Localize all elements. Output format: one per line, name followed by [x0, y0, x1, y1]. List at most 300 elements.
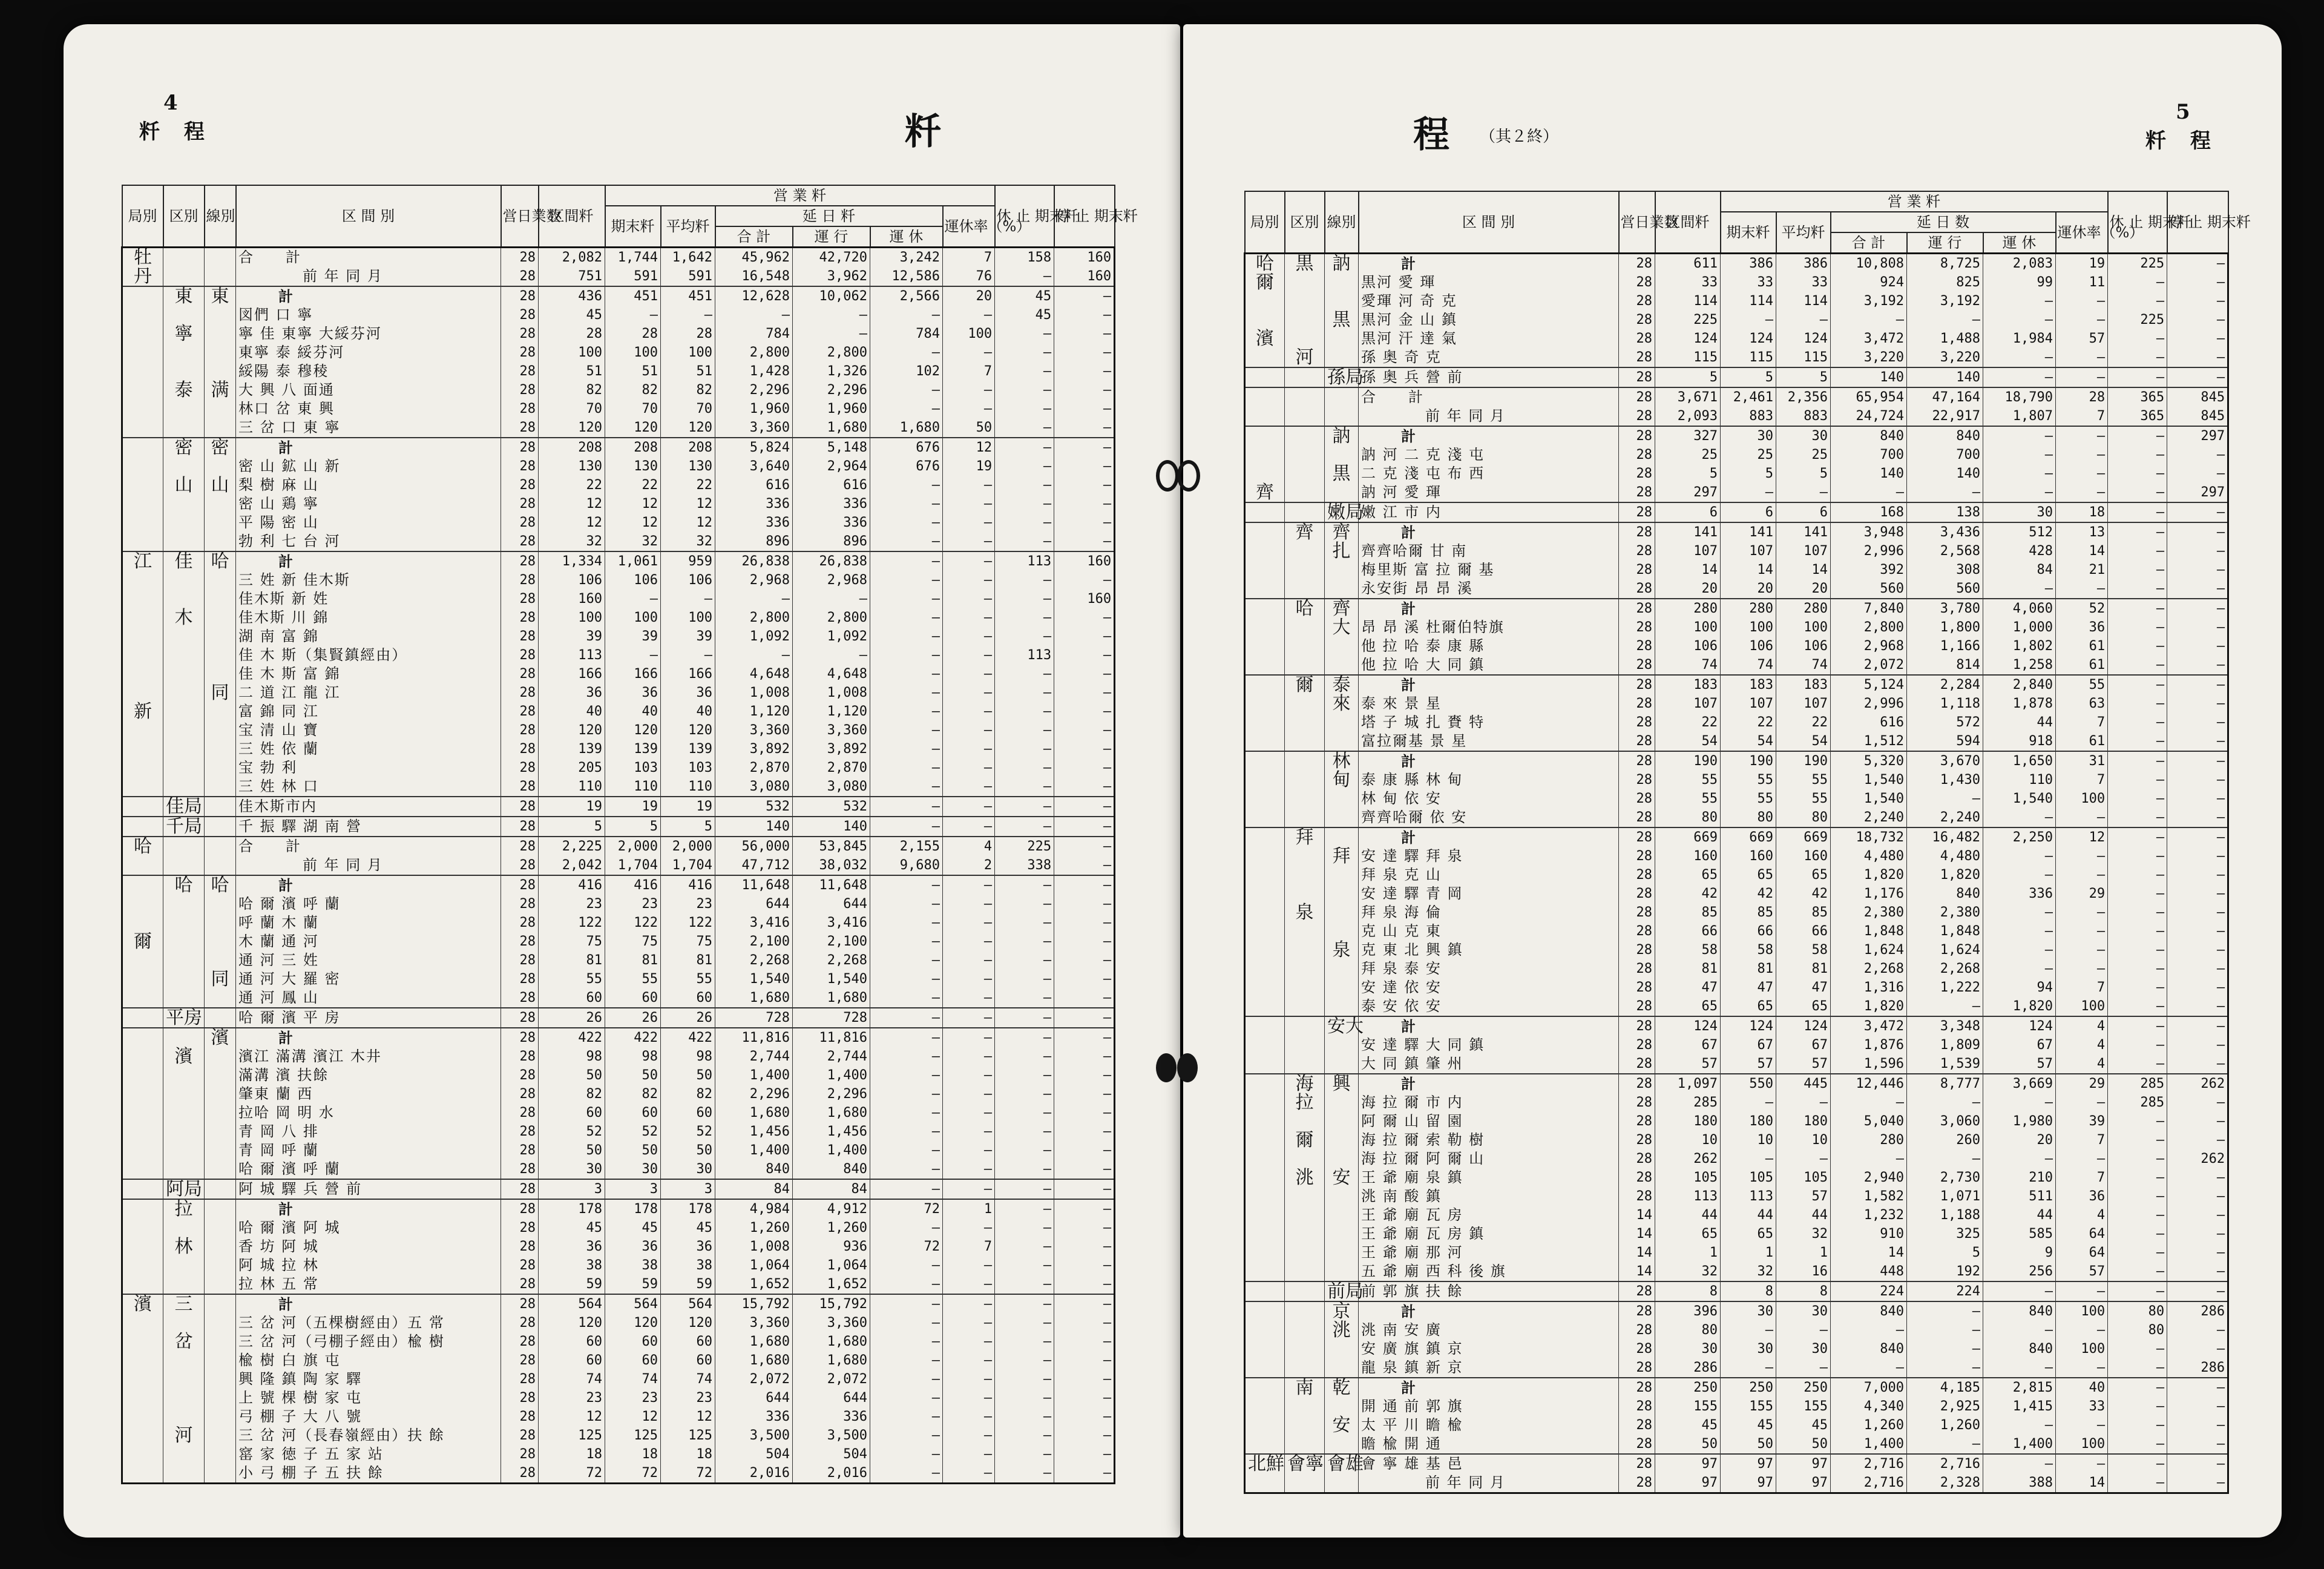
run-cell: 336 [793, 1407, 870, 1426]
days-cell: 28 [1619, 426, 1655, 446]
route-km-cell: 285 [1655, 1093, 1721, 1112]
stop-km-cell: — [1054, 856, 1115, 875]
stop-km-cell: — [1054, 817, 1115, 837]
rate-cell: 100 [943, 324, 995, 343]
total-cell: 14 [1831, 1243, 1907, 1262]
stop-km-cell: 286 [2167, 1301, 2228, 1321]
total-cell: — [1831, 483, 1907, 502]
table-row [1245, 1281, 2228, 1301]
idle-cell: — [870, 1332, 943, 1351]
line-cell [205, 306, 236, 324]
route-km-cell: 125 [539, 1426, 605, 1445]
idle-cell: 2,840 [1983, 675, 2056, 694]
idle-cell: — [1983, 1416, 2056, 1435]
idle-cell: 1,807 [1983, 407, 2056, 426]
route-km-cell: 32 [539, 532, 605, 551]
line-cell [205, 1407, 236, 1426]
total-cell: — [715, 306, 793, 324]
line-cell [205, 740, 236, 758]
interval-cell: 計 [236, 1294, 501, 1314]
table-row [1245, 884, 2228, 903]
total-cell: 3,360 [715, 721, 793, 740]
rest-km-cell: — [2108, 1206, 2167, 1225]
section-cell [163, 856, 205, 875]
rest-km-cell: — [995, 343, 1054, 362]
avg-km-cell: 50 [661, 1066, 715, 1085]
idle-cell: 2,250 [1983, 827, 2056, 847]
route-km-cell: 208 [539, 438, 605, 457]
route-km-cell: 26 [539, 1008, 605, 1028]
bureau-cell [122, 418, 163, 438]
total-cell: — [715, 590, 793, 608]
rate-cell: — [943, 1008, 995, 1028]
idle-cell: — [870, 1141, 943, 1160]
route-km-cell: 33 [1655, 273, 1721, 292]
bureau-cell [1245, 599, 1285, 618]
end-km-cell: 183 [1721, 675, 1776, 694]
rate-cell: 29 [2056, 884, 2108, 903]
route-km-cell: 422 [539, 1028, 605, 1047]
total-cell: 840 [1831, 1301, 1907, 1321]
idle-cell: — [870, 1256, 943, 1275]
interval-cell: 黒河 金 山 鎮 [1359, 311, 1619, 329]
end-km-cell: 1,061 [605, 551, 661, 571]
interval-cell: 上 號 棵 樹 家 屯 [236, 1389, 501, 1407]
line-cell [1325, 407, 1359, 426]
interval-cell: 計 [1359, 1074, 1619, 1093]
rate-cell: — [943, 1351, 995, 1370]
run-cell: 1,652 [793, 1275, 870, 1294]
rest-km-cell: — [2108, 941, 2167, 959]
avg-km-cell: 81 [661, 951, 715, 970]
idle-cell: 511 [1983, 1187, 2056, 1206]
route-km-cell: 74 [539, 1370, 605, 1389]
col-bureau: 局別 [122, 185, 163, 248]
avg-km-cell: 178 [661, 1199, 715, 1219]
days-cell: 28 [1619, 599, 1655, 618]
total-cell: 1,176 [1831, 884, 1907, 903]
col-idle-rate: 運休率（%） [2056, 212, 2108, 254]
days-cell: 28 [501, 702, 539, 721]
bureau-cell [1245, 367, 1285, 387]
stop-km-cell: — [1054, 970, 1115, 988]
stop-km-cell: — [2167, 675, 2228, 694]
line-cell [1325, 1397, 1359, 1416]
interval-cell: 計 [1359, 675, 1619, 694]
bureau-cell: 江 [122, 551, 163, 571]
rate-cell: 76 [943, 267, 995, 286]
interval-cell: 計 [1359, 1301, 1619, 1321]
section-cell [163, 777, 205, 797]
end-km-cell: 120 [605, 418, 661, 438]
run-cell: 3,500 [793, 1426, 870, 1445]
stop-km-cell: — [1054, 646, 1115, 665]
line-cell [205, 418, 236, 438]
run-cell: 3,360 [793, 721, 870, 740]
table-row [1245, 273, 2228, 292]
run-cell: — [1907, 789, 1983, 808]
bureau-cell: 哈 [122, 837, 163, 856]
route-km-cell: 2,042 [539, 856, 605, 875]
run-cell: 616 [793, 476, 870, 495]
table-row [122, 970, 1115, 988]
end-km-cell: 20 [1721, 579, 1776, 599]
line-cell [205, 702, 236, 721]
run-cell: 1,540 [793, 970, 870, 988]
table-row [122, 400, 1115, 418]
days-cell: 28 [501, 608, 539, 627]
bureau-cell [122, 1122, 163, 1141]
section-cell [1285, 292, 1325, 311]
idle-cell: — [1983, 866, 2056, 884]
table-row [1245, 1054, 2228, 1074]
stop-km-cell: — [1054, 1407, 1115, 1426]
stop-km-cell: — [1054, 988, 1115, 1008]
total-cell: 2,716 [1831, 1473, 1907, 1493]
stop-km-cell: — [1054, 1426, 1115, 1445]
idle-cell: — [870, 875, 943, 895]
end-km-cell: 45 [605, 1219, 661, 1237]
bureau-cell: 新 [122, 702, 163, 721]
avg-km-cell: 12 [661, 1407, 715, 1426]
col-end-km: 期末粁 [605, 206, 661, 248]
bureau-cell [1245, 464, 1285, 483]
avg-km-cell: 67 [1776, 1036, 1831, 1054]
rate-cell: 4 [2056, 1036, 2108, 1054]
interval-cell: 拉 林 五 常 [236, 1275, 501, 1294]
bureau-cell [1245, 675, 1285, 694]
rest-km-cell: — [2108, 866, 2167, 884]
idle-cell: — [1983, 426, 2056, 446]
table-row [1245, 254, 2228, 274]
days-cell: 28 [1619, 656, 1655, 675]
stop-km-cell: — [1054, 476, 1115, 495]
days-cell: 28 [501, 1389, 539, 1407]
avg-km-cell: 45 [661, 1219, 715, 1237]
route-km-cell: 139 [539, 740, 605, 758]
avg-km-cell: 97 [1776, 1473, 1831, 1493]
route-km-cell: 436 [539, 286, 605, 306]
line-cell [205, 1199, 236, 1219]
section-cell [1285, 1397, 1325, 1416]
line-cell [1325, 1187, 1359, 1206]
total-cell: 784 [715, 324, 793, 343]
rest-km-cell: — [2108, 1454, 2167, 1473]
idle-cell: 784 [870, 324, 943, 343]
total-cell: 1,848 [1831, 922, 1907, 941]
interval-cell: 三 岔 河（弓棚子經由）楡 樹 [236, 1332, 501, 1351]
avg-km-cell: 1 [1776, 1243, 1831, 1262]
rate-cell: 63 [2056, 694, 2108, 713]
end-km-cell: 22 [605, 476, 661, 495]
stop-km-cell: 297 [2167, 426, 2228, 446]
bureau-cell [122, 1389, 163, 1407]
idle-cell: 1,802 [1983, 637, 2056, 656]
total-cell: 2,968 [1831, 637, 1907, 656]
route-km-cell: 120 [539, 418, 605, 438]
route-km-cell: 66 [1655, 922, 1721, 941]
bureau-cell: 哈 [1245, 254, 1285, 274]
table-row [122, 513, 1115, 532]
end-km-cell: 120 [605, 721, 661, 740]
total-cell: 140 [1831, 464, 1907, 483]
rest-km-cell: — [995, 267, 1054, 286]
run-cell: 1,118 [1907, 694, 1983, 713]
table-row [1245, 446, 2228, 464]
rest-km-cell: — [995, 476, 1054, 495]
rest-km-cell: 225 [2108, 254, 2167, 274]
days-cell: 28 [1619, 1168, 1655, 1187]
rest-km-cell: — [2108, 656, 2167, 675]
rate-cell: — [943, 721, 995, 740]
avg-km-cell: 36 [661, 683, 715, 702]
end-km-cell: 113 [1721, 1187, 1776, 1206]
table-row [1245, 292, 2228, 311]
interval-cell: 瞻 楡 開 通 [1359, 1435, 1619, 1454]
idle-cell: 30 [1983, 502, 2056, 522]
rate-cell: 52 [2056, 599, 2108, 618]
days-cell: 28 [1619, 827, 1655, 847]
rest-km-cell: — [995, 400, 1054, 418]
days-cell: 28 [501, 875, 539, 895]
rest-km-cell: — [2108, 997, 2167, 1016]
end-km-cell: — [1721, 311, 1776, 329]
bureau-cell: 齊 [1245, 483, 1285, 502]
interval-cell: 二 道 江 龍 江 [236, 683, 501, 702]
end-km-cell: 30 [1721, 1340, 1776, 1358]
col-operating-km: 営 業 粁 [1721, 191, 2108, 212]
rest-km-cell: — [995, 571, 1054, 590]
rest-km-cell: 80 [2108, 1321, 2167, 1340]
idle-cell: 3,242 [870, 248, 943, 268]
days-cell: 28 [1619, 1093, 1655, 1112]
route-km-cell: 50 [539, 1141, 605, 1160]
run-cell: 2,100 [793, 932, 870, 951]
interval-cell: 計 [236, 286, 501, 306]
days-cell: 28 [501, 1008, 539, 1028]
rest-km-cell: — [995, 608, 1054, 627]
bureau-cell [122, 913, 163, 932]
table-row [1245, 1416, 2228, 1435]
route-km-cell: 32 [1655, 1262, 1721, 1281]
idle-cell: 2,155 [870, 837, 943, 856]
rate-cell: — [2056, 464, 2108, 483]
rest-km-cell: 225 [995, 837, 1054, 856]
total-cell: 16,548 [715, 267, 793, 286]
rate-cell: 64 [2056, 1243, 2108, 1262]
end-km-cell: 3 [605, 1179, 661, 1199]
interval-cell: 永安街 昂 昂 溪 [1359, 579, 1619, 599]
days-cell: 28 [501, 513, 539, 532]
table-row [1245, 348, 2228, 367]
table-row [122, 758, 1115, 777]
rest-km-cell: — [995, 1389, 1054, 1407]
route-km-cell: 6 [1655, 502, 1721, 522]
days-cell: 28 [1619, 561, 1655, 579]
stop-km-cell: — [2167, 884, 2228, 903]
rest-km-cell: — [2108, 903, 2167, 922]
route-km-cell: 22 [1655, 713, 1721, 732]
run-cell: 1,222 [1907, 978, 1983, 997]
rest-km-cell: — [995, 532, 1054, 551]
end-km-cell: 107 [1721, 694, 1776, 713]
route-km-cell: 44 [1655, 1206, 1721, 1225]
rest-km-cell: — [2108, 922, 2167, 941]
bureau-cell [1245, 1206, 1285, 1225]
stop-km-cell: — [1054, 571, 1115, 590]
bureau-cell [122, 324, 163, 343]
run-cell: 1,008 [793, 683, 870, 702]
line-cell [1325, 959, 1359, 978]
rest-km-cell: — [995, 1104, 1054, 1122]
run-cell: 1,680 [793, 1104, 870, 1122]
interval-cell: 富 錦 同 江 [236, 702, 501, 721]
table-row [122, 1351, 1115, 1370]
route-km-cell: 225 [1655, 311, 1721, 329]
avg-km-cell: 33 [1776, 273, 1831, 292]
days-cell: 28 [501, 1237, 539, 1256]
section-cell [163, 1085, 205, 1104]
end-km-cell: 25 [1721, 446, 1776, 464]
line-cell [1325, 1054, 1359, 1074]
section-cell [1285, 1262, 1325, 1281]
rate-cell: 100 [2056, 997, 2108, 1016]
days-cell: 28 [501, 627, 539, 646]
route-km-cell: 60 [539, 1332, 605, 1351]
run-cell: 936 [793, 1237, 870, 1256]
stop-km-cell: — [1054, 1160, 1115, 1179]
left-table-header [122, 185, 1138, 248]
table-row [122, 495, 1115, 513]
end-km-cell: — [1721, 1150, 1776, 1168]
end-km-cell: 60 [605, 1104, 661, 1122]
interval-cell: 安 達 依 安 [1359, 978, 1619, 997]
end-km-cell: 57 [1721, 1054, 1776, 1074]
section-cell [1285, 464, 1325, 483]
avg-km-cell: 30 [661, 1160, 715, 1179]
line-cell: 满 [205, 381, 236, 400]
rest-km-cell: — [2108, 561, 2167, 579]
total-cell: 47,712 [715, 856, 793, 875]
end-km-cell: — [1721, 483, 1776, 502]
section-cell [1285, 1416, 1325, 1435]
idle-cell: — [1983, 1321, 2056, 1340]
interval-cell: 図們 口 寧 [236, 306, 501, 324]
total-cell: 644 [715, 895, 793, 913]
run-cell: 1,488 [1907, 329, 1983, 348]
rate-cell: 64 [2056, 1225, 2108, 1243]
avg-km-cell: 12 [661, 513, 715, 532]
total-cell: 2,296 [715, 381, 793, 400]
stop-km-cell: — [2167, 522, 2228, 542]
run-cell: 138 [1907, 502, 1983, 522]
rate-cell: — [2056, 367, 2108, 387]
table-row [1245, 1168, 2228, 1187]
run-cell: 1,260 [1907, 1416, 1983, 1435]
total-cell: 336 [715, 495, 793, 513]
table-row [122, 1314, 1115, 1332]
stop-km-cell: — [2167, 542, 2228, 561]
rate-cell: 7 [2056, 713, 2108, 732]
section-cell [163, 1256, 205, 1275]
days-cell: 28 [501, 683, 539, 702]
section-cell [1285, 847, 1325, 866]
run-cell: 2,016 [793, 1464, 870, 1484]
rest-km-cell: — [2108, 1168, 2167, 1187]
rest-km-cell: — [2108, 1416, 2167, 1435]
run-cell: 2,925 [1907, 1397, 1983, 1416]
bureau-cell [1245, 656, 1285, 675]
interval-cell: 小 弓 棚 子 五 扶 餘 [236, 1464, 501, 1484]
rate-cell: 21 [2056, 561, 2108, 579]
section-cell [1285, 1150, 1325, 1168]
line-cell [205, 1179, 236, 1199]
total-cell: 2,072 [1831, 656, 1907, 675]
run-cell: 1,624 [1907, 941, 1983, 959]
total-cell: — [1831, 1093, 1907, 1112]
total-cell: 2,940 [1831, 1168, 1907, 1187]
interval-cell: 五 爺 廟 西 科 後 旗 [1359, 1262, 1619, 1281]
idle-cell: 2,083 [1983, 254, 2056, 274]
table-row [1245, 1112, 2228, 1131]
route-km-cell: 60 [539, 988, 605, 1008]
run-cell: 572 [1907, 713, 1983, 732]
interval-cell: 訥 河 二 克 淺 屯 [1359, 446, 1619, 464]
avg-km-cell: 30 [1776, 1301, 1831, 1321]
stop-km-cell: — [1054, 1141, 1115, 1160]
interval-cell: 滿溝 濱 扶餘 [236, 1066, 501, 1085]
route-km-cell: 107 [1655, 694, 1721, 713]
interval-cell: 東寧 泰 綏芬河 [236, 343, 501, 362]
interval-cell: 孫 奥 奇 克 [1359, 348, 1619, 367]
line-cell [1325, 884, 1359, 903]
end-km-cell: — [605, 590, 661, 608]
table-row [122, 1389, 1115, 1407]
days-cell: 28 [1619, 1131, 1655, 1150]
run-cell: 1,680 [793, 418, 870, 438]
idle-cell: 67 [1983, 1036, 2056, 1054]
interval-cell: 計 [1359, 751, 1619, 771]
interval-cell: 梅里斯 富 拉 爾 基 [1359, 561, 1619, 579]
line-cell [205, 571, 236, 590]
rest-km-cell: — [2108, 771, 2167, 789]
total-cell: 280 [1831, 1131, 1907, 1150]
bureau-cell [122, 665, 163, 683]
line-cell [205, 608, 236, 627]
rate-cell: 12 [943, 438, 995, 457]
total-cell: 1,428 [715, 362, 793, 381]
rate-cell: — [2056, 941, 2108, 959]
section-cell [163, 1351, 205, 1370]
line-cell [1325, 292, 1359, 311]
line-cell: 安 [1325, 1168, 1359, 1187]
section-cell [163, 683, 205, 702]
interval-cell: 合 計 [236, 248, 501, 268]
rate-cell: — [943, 702, 995, 721]
avg-km-cell: 55 [1776, 789, 1831, 808]
days-cell: 28 [501, 1256, 539, 1275]
table-row [122, 286, 1115, 306]
line-cell [205, 856, 236, 875]
section-cell [1285, 426, 1325, 446]
route-km-cell: 67 [1655, 1036, 1721, 1054]
route-km-cell: 36 [539, 1237, 605, 1256]
end-km-cell: 60 [605, 1351, 661, 1370]
avg-km-cell: 28 [661, 324, 715, 343]
rest-km-cell: — [2108, 1243, 2167, 1262]
stop-km-cell: — [1054, 1370, 1115, 1389]
total-cell: 910 [1831, 1225, 1907, 1243]
